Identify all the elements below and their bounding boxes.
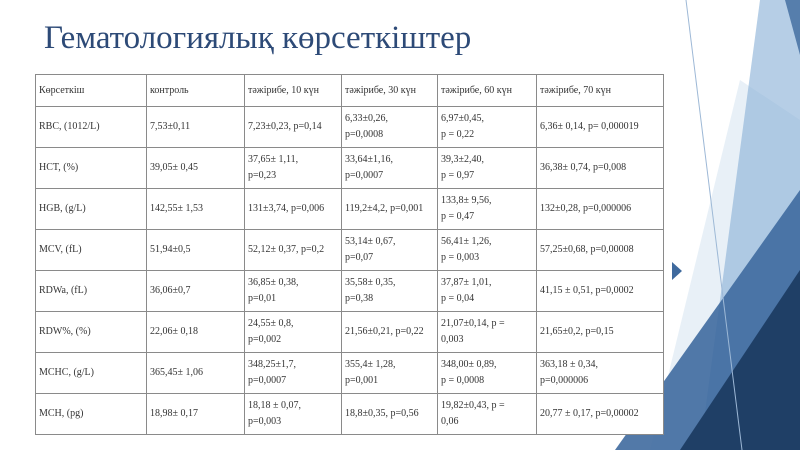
control-cell <box>147 189 245 230</box>
cell-text-line: 39,3±2,40, <box>441 154 484 165</box>
cell-text-line: 21,07±0,14, p = <box>441 318 505 329</box>
day-70-cell <box>537 394 664 435</box>
cell-text-line: p = 0,0008 <box>441 375 485 386</box>
day-60-cell <box>438 353 537 394</box>
day-70-cell <box>537 148 664 189</box>
cell-text-line: 52,12± 0,37, p=0,2 <box>248 244 325 255</box>
cell-text-line: p = 0,22 <box>441 129 475 140</box>
cell-text-line: p=0,01 <box>248 293 277 304</box>
cell-text-line: 363,18 ± 0,34, <box>540 359 598 370</box>
table-row <box>36 394 664 435</box>
cell-text-line: 56,41± 1,26, <box>441 236 492 247</box>
cell-text-line: 119,2±4,2, p=0,001 <box>345 203 424 214</box>
day-60-cell <box>438 394 537 435</box>
cell-text-line: 0,06 <box>441 416 459 427</box>
cell-text-line: 36,85± 0,38, <box>248 277 299 288</box>
cell-text-line: 355,4± 1,28, <box>345 359 396 370</box>
cell-text-line: p = 0,04 <box>441 293 475 304</box>
day-70-cell <box>537 271 664 312</box>
cell-text-line: 6,33±0,26, <box>345 113 388 124</box>
cell-text-line: 133,8± 9,56, <box>441 195 492 206</box>
control-cell <box>147 353 245 394</box>
cell-text-line: 41,15 ± 0,51, p=0,0002 <box>540 285 634 296</box>
cell-text-line: 35,58± 0,35, <box>345 277 396 288</box>
table-row <box>36 353 664 394</box>
day-30-cell <box>342 312 438 353</box>
table-row <box>36 312 664 353</box>
day-10-cell <box>245 271 342 312</box>
cell-text-line: 20,77 ± 0,17, p=0,00002 <box>540 408 639 419</box>
cell-text-line: MCHC, (g/L) <box>39 367 94 378</box>
table-row <box>36 107 664 148</box>
cell-text-line: 22,06± 0,18 <box>150 326 198 337</box>
cell-text-line: p=0,0007 <box>345 170 384 181</box>
cell-text-line: MCH, (pg) <box>39 408 84 419</box>
cell-text-line: 365,45± 1,06 <box>150 367 203 378</box>
cell-text-line: HGB, (g/L) <box>39 203 86 214</box>
cell-text-line: 132±0,28, p=0,000006 <box>540 203 632 214</box>
control-cell <box>147 394 245 435</box>
indicator-cell <box>36 394 147 435</box>
cell-text-line: 7,23±0,23, p=0,14 <box>248 121 322 132</box>
table-row <box>36 271 664 312</box>
indicator-cell <box>36 353 147 394</box>
cell-text-line: 51,94±0,5 <box>150 244 191 255</box>
cell-text-line: 39,05± 0,45 <box>150 162 198 173</box>
day-30-cell <box>342 394 438 435</box>
cell-text-line: 53,14± 0,67, <box>345 236 396 247</box>
control-cell <box>147 148 245 189</box>
header-day-60: тәжірибе, 60 күн <box>438 75 537 107</box>
day-30-cell <box>342 353 438 394</box>
cell-text-line: MCV, (fL) <box>39 244 82 255</box>
header-day-30: тәжірибе, 30 күн <box>342 75 438 107</box>
cell-text-line: 37,87± 1,01, <box>441 277 492 288</box>
cell-text-line: 57,25±0,68, p=0,00008 <box>540 244 634 255</box>
day-60-cell <box>438 107 537 148</box>
control-cell <box>147 271 245 312</box>
day-10-cell <box>245 394 342 435</box>
cell-text-line: 6,97±0,45, <box>441 113 484 124</box>
day-70-cell <box>537 107 664 148</box>
indicator-cell <box>36 107 147 148</box>
header-day-70: тәжірибе, 70 күн <box>537 75 664 107</box>
day-60-cell <box>438 148 537 189</box>
indicator-cell <box>36 230 147 271</box>
cell-text-line: 18,18 ± 0,07, <box>248 400 301 411</box>
day-30-cell <box>342 271 438 312</box>
deco-arrow-marker <box>672 262 682 280</box>
day-30-cell <box>342 230 438 271</box>
cell-text-line: 7,53±0,11 <box>150 121 191 132</box>
cell-text-line: p=0,38 <box>345 293 374 304</box>
cell-text-line: 24,55± 0,8, <box>248 318 294 329</box>
table-row <box>36 148 664 189</box>
cell-text-line: p=0,000006 <box>540 375 589 386</box>
header-indicator: Көрсеткіш <box>36 75 147 107</box>
cell-text-line: 33,64±1,16, <box>345 154 393 165</box>
day-10-cell <box>245 312 342 353</box>
day-70-cell <box>537 230 664 271</box>
indicator-cell <box>36 189 147 230</box>
table-row <box>36 189 664 230</box>
indicator-cell <box>36 312 147 353</box>
cell-text-line: p=0,002 <box>248 334 282 345</box>
cell-text-line: 21,65±0,2, p=0,15 <box>540 326 614 337</box>
day-70-cell <box>537 189 664 230</box>
cell-text-line: 348,25±1,7, <box>248 359 296 370</box>
cell-text-line: p=0,23 <box>248 170 277 181</box>
header-control: контроль <box>147 75 245 107</box>
cell-text-line: 0,003 <box>441 334 464 345</box>
day-10-cell <box>245 189 342 230</box>
cell-text-line: p=0,07 <box>345 252 374 263</box>
cell-text-line: p=0,001 <box>345 375 379 386</box>
cell-text-line: 19,82±0,43, p = <box>441 400 505 411</box>
day-30-cell <box>342 148 438 189</box>
day-10-cell <box>245 230 342 271</box>
cell-text-line: p = 0,97 <box>441 170 475 181</box>
cell-text-line: 37,65± 1,11, <box>248 154 299 165</box>
header-day-10: тәжірибе, 10 күн <box>245 75 342 107</box>
control-cell <box>147 312 245 353</box>
cell-text-line: 348,00± 0,89, <box>441 359 497 370</box>
cell-text-line: p=0,003 <box>248 416 282 427</box>
day-70-cell <box>537 312 664 353</box>
cell-text-line: 142,55± 1,53 <box>150 203 203 214</box>
day-30-cell <box>342 189 438 230</box>
day-10-cell <box>245 107 342 148</box>
cell-text-line: RDWa, (fL) <box>39 285 88 296</box>
day-10-cell <box>245 148 342 189</box>
cell-text-line: 36,06±0,7 <box>150 285 191 296</box>
day-60-cell <box>438 230 537 271</box>
day-70-cell <box>537 353 664 394</box>
table-row <box>36 230 664 271</box>
day-60-cell <box>438 312 537 353</box>
table-header-row <box>36 75 664 107</box>
cell-text-line: RDW%, (%) <box>39 326 91 337</box>
cell-text-line: 131±3,74, p=0,006 <box>248 203 325 214</box>
day-30-cell <box>342 107 438 148</box>
indicator-cell <box>36 271 147 312</box>
control-cell <box>147 107 245 148</box>
cell-text-line: p=0,0008 <box>345 129 384 140</box>
day-10-cell <box>245 353 342 394</box>
slide-title: Гематологиялық көрсеткіштер <box>44 20 472 56</box>
cell-text-line: 18,98± 0,17 <box>150 408 198 419</box>
cell-text-line: 18,8±0,35, p=0,56 <box>345 408 419 419</box>
day-60-cell <box>438 271 537 312</box>
cell-text-line: p=0,0007 <box>248 375 287 386</box>
data-table-container <box>35 74 663 435</box>
cell-text-line: HCT, (%) <box>39 162 79 173</box>
cell-text-line: p = 0,003 <box>441 252 480 263</box>
control-cell <box>147 230 245 271</box>
cell-text-line: p = 0,47 <box>441 211 475 222</box>
indicator-cell <box>36 148 147 189</box>
cell-text-line: RBC, (1012/L) <box>39 121 100 132</box>
cell-text-line: 21,56±0,21, p=0,22 <box>345 326 424 337</box>
cell-text-line: 36,38± 0,74, p=0,008 <box>540 162 627 173</box>
hematology-table <box>35 74 664 435</box>
day-60-cell <box>438 189 537 230</box>
cell-text-line: 6,36± 0,14, p= 0,000019 <box>540 121 639 132</box>
